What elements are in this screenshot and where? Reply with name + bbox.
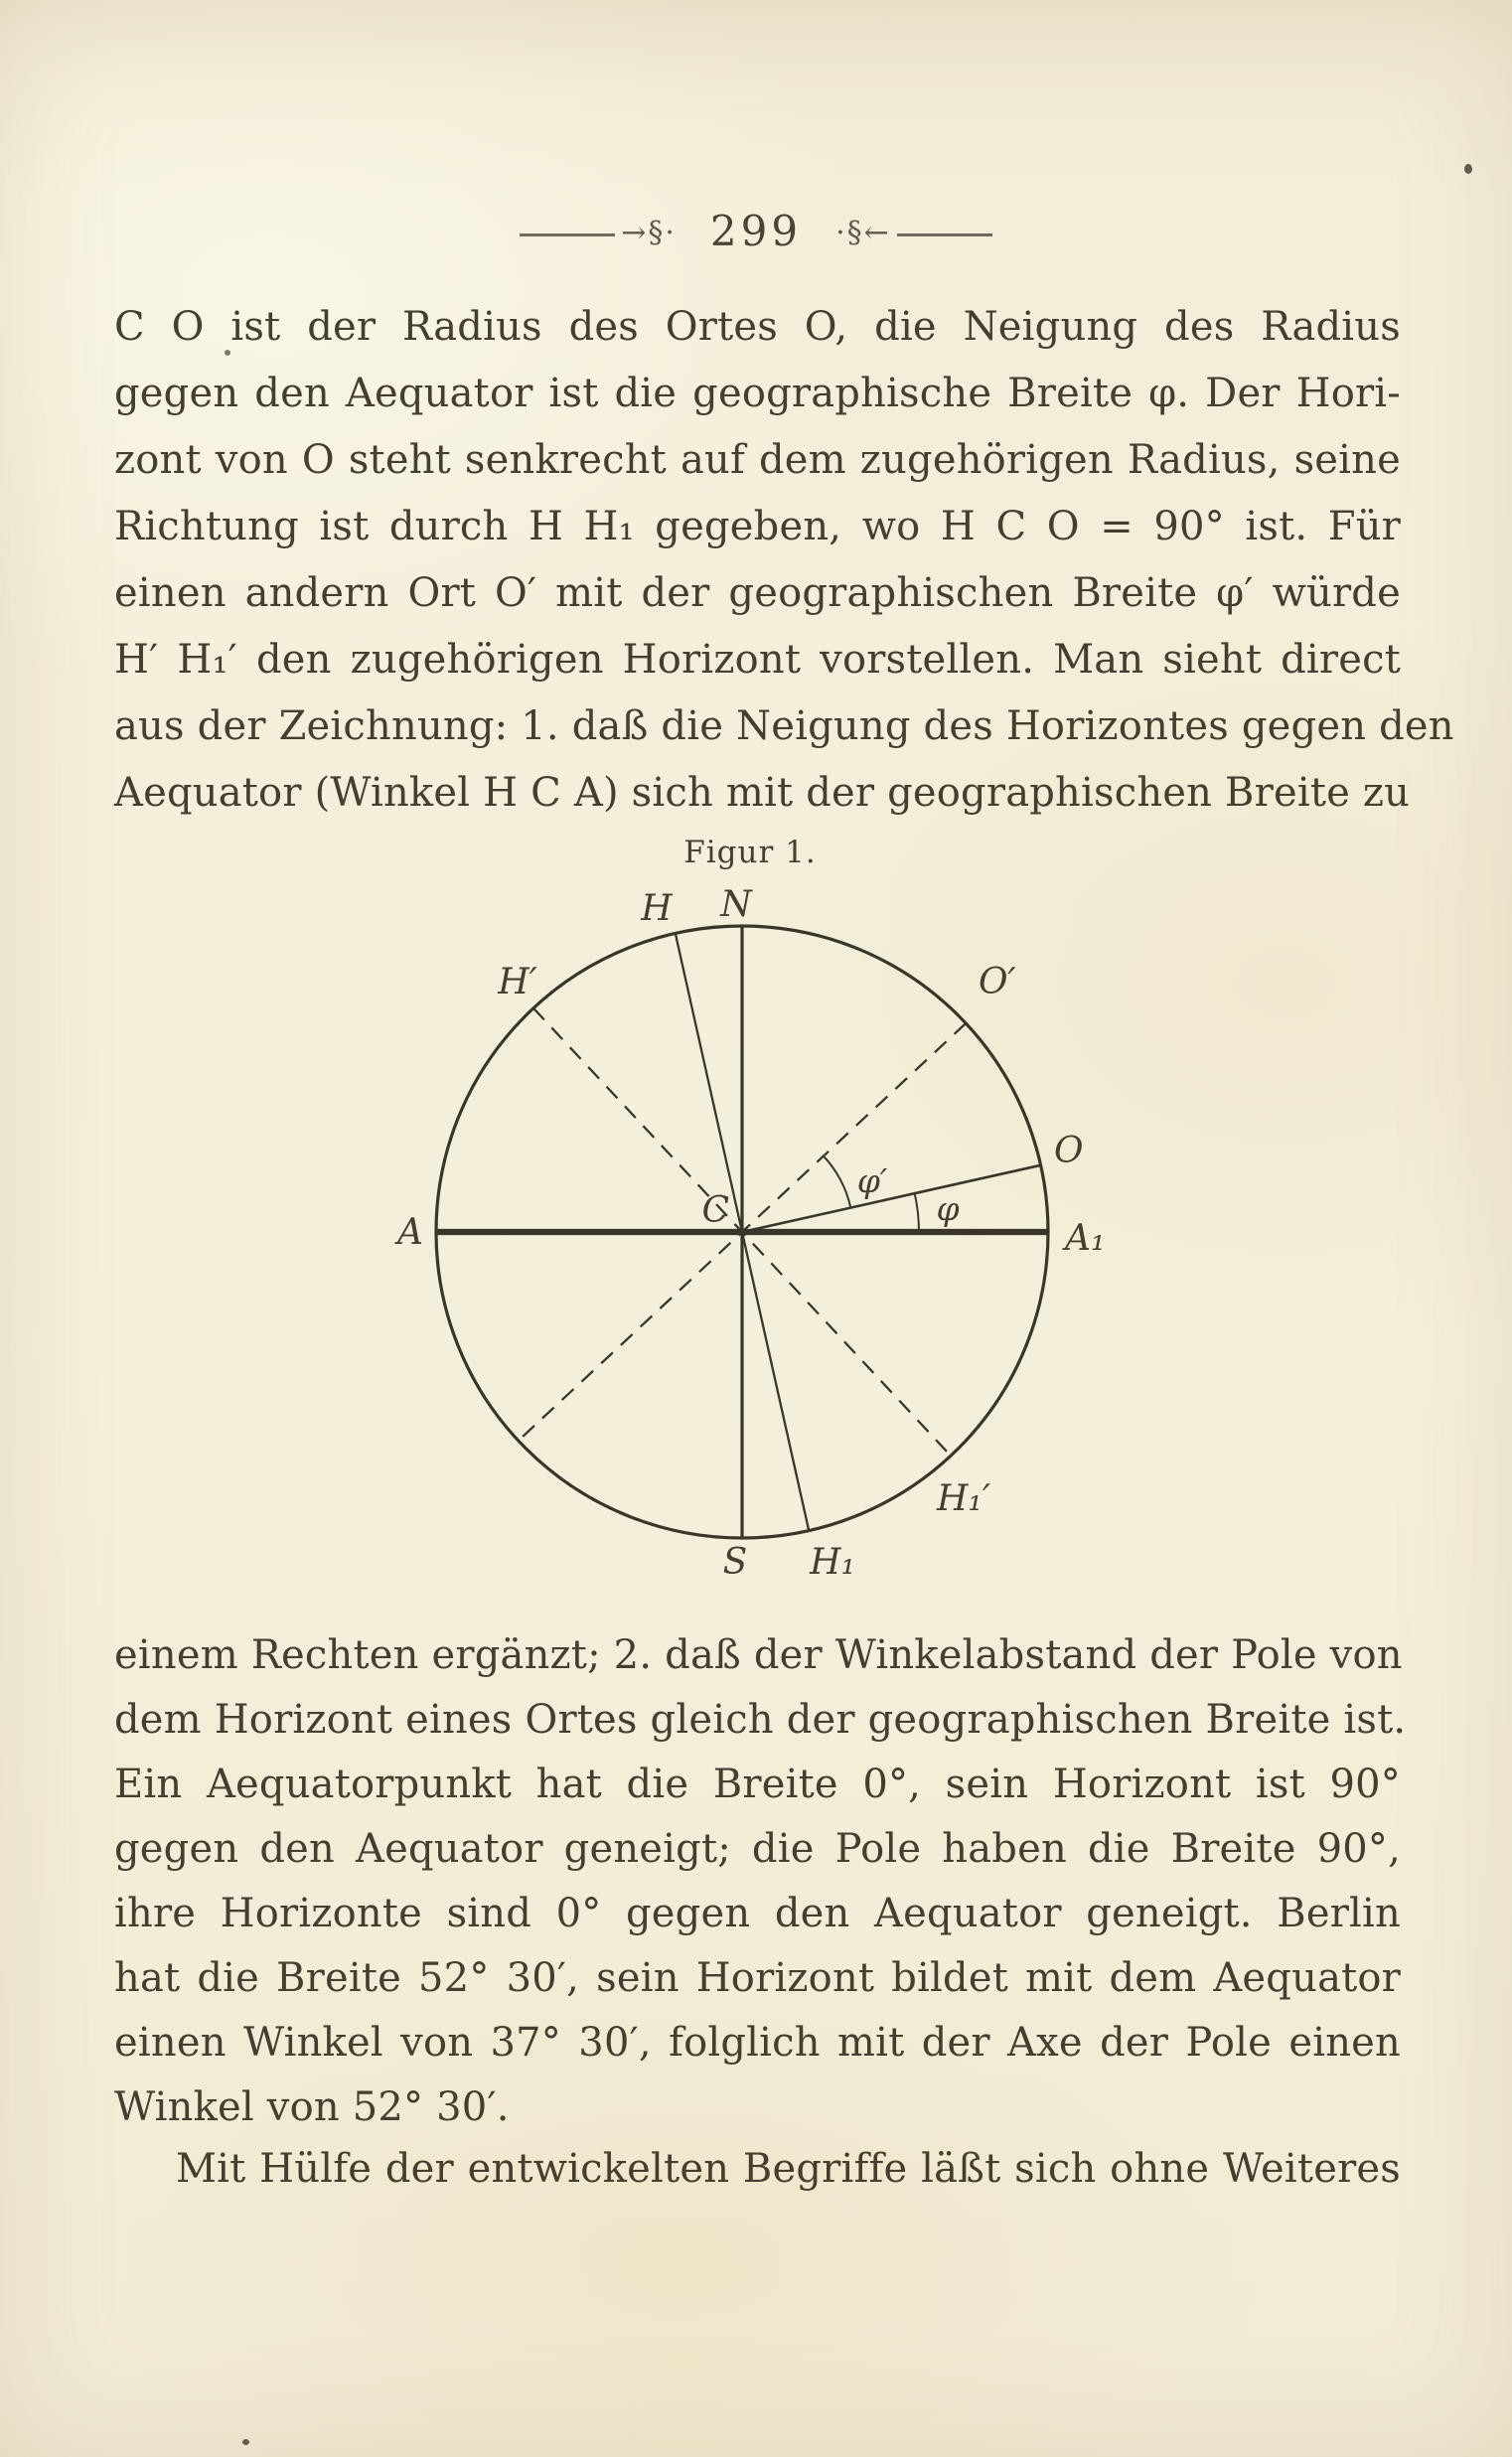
text-line: Ein Aequatorpunkt hat die Breite 0°, sein Horizont ist 90° [114, 1762, 1401, 1807]
text-line: zont von O steht senkrecht auf dem zugehörigen Radius, seine [114, 437, 1401, 483]
text-line: gegen den Aequator ist die geographische Breite φ. Der Hori- [114, 371, 1401, 416]
text-line: Mit Hülfe der entwickelten Begriffe läßt sich ohne Weiteres [176, 2146, 1401, 2192]
text-line: dem Horizont eines Ortes gleich der geographischen Breite ist. [114, 1697, 1407, 1743]
label-A: A [397, 1212, 423, 1253]
paragraph-3 [114, 2136, 1401, 2203]
ink-speck [1464, 164, 1472, 174]
text-line: C O ist der Radius des Ortes O, die Neigung des Radius [114, 304, 1401, 350]
figure-1-diagram [238, 874, 1133, 1629]
figure-caption: Figur 1. [683, 835, 817, 870]
paragraph-1 [114, 294, 1454, 827]
text-line: ihre Horizonte sind 0° gegen den Aequator geneigt. Berlin [114, 1891, 1401, 1936]
figure-1-svg [238, 874, 1133, 1629]
label-N: N [720, 884, 752, 925]
ornament-rule-right [897, 233, 992, 236]
paragraph-2 [114, 1623, 1407, 2140]
text-line: einen Winkel von 37° 30′, folglich mit der Axe der Pole einen [114, 2020, 1401, 2066]
angle-arc-phi-prime [824, 1156, 850, 1207]
label-H-prime: H′ [498, 962, 537, 1002]
ink-speck [225, 350, 230, 356]
text-line: gegen den Aequator geneigt; die Pole haben die Breite 90°, [114, 1826, 1401, 1872]
label-S: S [722, 1542, 748, 1583]
label-H1: H₁ [810, 1542, 855, 1583]
text-line: Aequator (Winkel H C A) sich mit der geographischen Breite zu [114, 770, 1411, 816]
label-H: H [641, 888, 673, 929]
label-phi: φ [936, 1189, 960, 1228]
label-phi-prime: φ′ [856, 1161, 888, 1200]
page-header [0, 205, 1512, 264]
text-line: einem Rechten ergänzt; 2. daß der Winkelabstand der Pole von [114, 1632, 1403, 1678]
text-line: aus der Zeichnung: 1. daß die Neigung des Horizontes gegen den [114, 703, 1454, 749]
ornament-rule-left [520, 233, 615, 236]
text-line: Winkel von 52° 30′. [114, 2084, 510, 2130]
page-number: 299 [709, 206, 803, 255]
ink-speck [242, 2439, 249, 2445]
text-line: hat die Breite 52° 30′, sein Horizont bildet mit dem Aequator [114, 1955, 1401, 2001]
ornament-left-icon: →§· [621, 215, 677, 250]
label-H1-prime: H₁′ [937, 1478, 990, 1519]
label-O: O [1054, 1131, 1084, 1171]
label-O-prime: O′ [979, 962, 1016, 1002]
radius-co-line [742, 1165, 1041, 1232]
label-A1: A₁ [1065, 1218, 1106, 1259]
text-line: Richtung ist durch H H₁ gegeben, wo H C O = 90° ist. Für [114, 504, 1401, 549]
ornament-right-icon: ·§← [835, 215, 891, 250]
text-line: einen andern Ort O′ mit der geographischen Breite φ′ würde [114, 570, 1401, 616]
label-C: C [701, 1190, 729, 1231]
text-line: H′ H₁′ den zugehörigen Horizont vorstellen. Man sieht direct [114, 637, 1401, 683]
angle-arc-phi [915, 1193, 919, 1232]
